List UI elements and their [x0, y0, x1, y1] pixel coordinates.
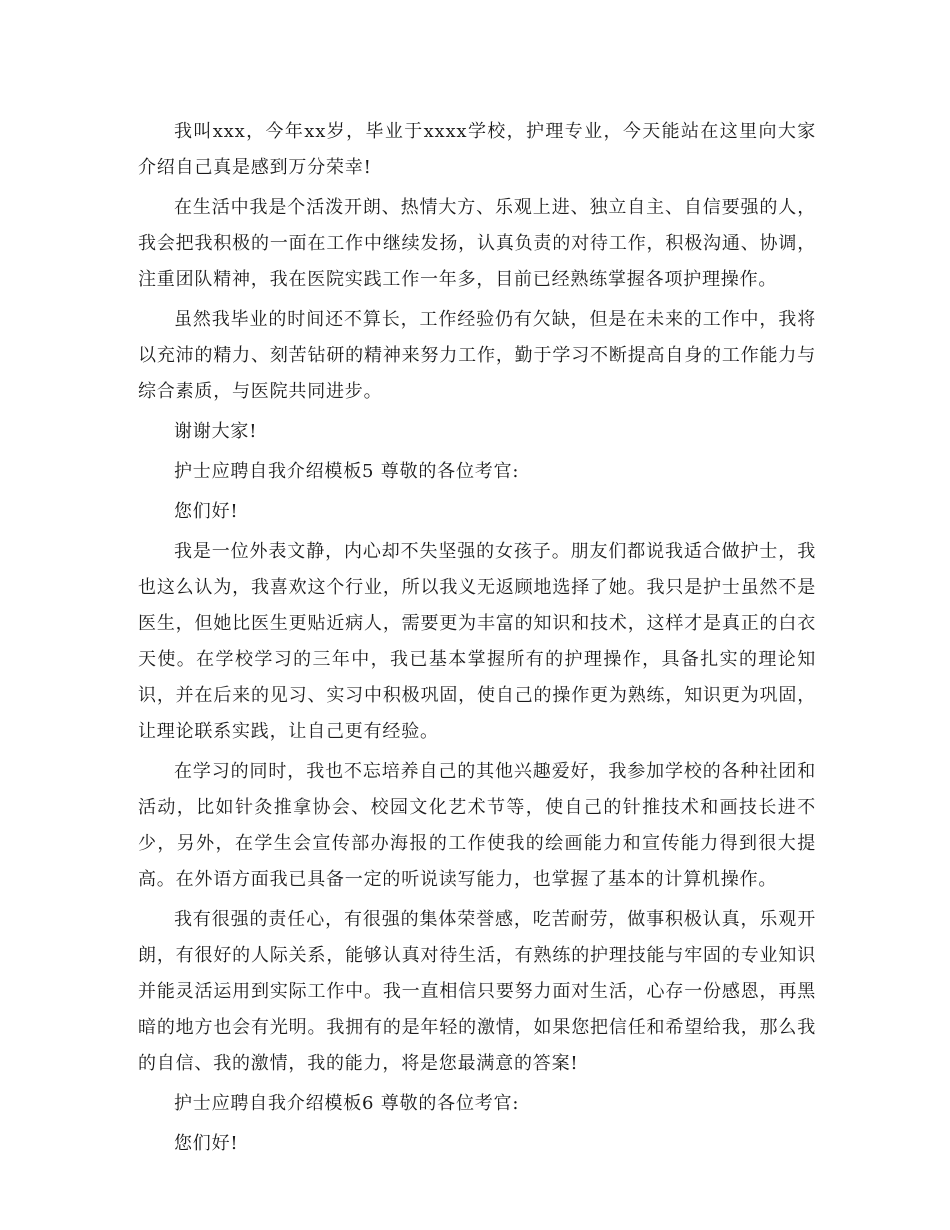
heading-template-5: 护士应聘自我介绍模板5 尊敬的各位考官:: [174, 461, 520, 482]
paragraph-intro: 我叫xxx，今年xx岁，毕业于xxxx学校，护理专业，今天能站在这里向大家介绍自己真是感到万分荣幸!: [138, 121, 816, 178]
document-body: [138, 114, 816, 1162]
paragraph-thanks: 谢谢大家!: [174, 421, 258, 442]
paragraph-greeting-5: 您们好!: [174, 501, 239, 522]
paragraph-future: 虽然我毕业的时间还不算长，工作经验仍有欠缺，但是在未来的工作中，我将以充沛的精力、刻苦钻研的精神来努力工作，勤于学习不断提高自身的工作能力与综合素质，与医院共同进步。: [138, 309, 816, 402]
paragraph-responsibility: 我有很强的责任心，有很强的集体荣誉感，吃苦耐劳，做事积极认真，乐观开朗，有很好的人际关系，能够认真对待生活，有熟练的护理技能与牢固的专业知识并能灵活运用到实际工作中。我一直相信只要努力面对生活，心存一份感恩，再黑暗的地方也会有光明。我拥有的是年轻的激情，如果您把信任和希望给我，那么我的自信、我的激情，我的能力，将是您最满意的答案!: [138, 909, 816, 1074]
paragraph-greeting-6: 您们好!: [174, 1133, 239, 1154]
paragraph-personality: 在生活中我是个活泼开朗、热情大方、乐观上进、独立自主、自信要强的人，我会把我积极的一面在工作中继续发扬，认真负责的对待工作，积极沟通、协调，注重团队精神，我在医院实践工作一年多，目前已经熟练掌握各项护理操作。: [138, 197, 816, 290]
heading-template-6: 护士应聘自我介绍模板6 尊敬的各位考官:: [174, 1093, 520, 1114]
paragraph-about-me: 我是一位外表文静，内心却不失坚强的女孩子。朋友们都说我适合做护士，我也这么认为，我喜欢这个行业，所以我义无返顾地选择了她。我只是护士虽然不是医生，但她比医生更贴近病人，需要更为丰富的知识和技术，这样才是真正的白衣天使。在学校学习的三年中，我已基本掌握所有的护理操作，具备扎实的理论知识，并在后来的见习、实习中积极巩固，使自己的操作更为熟练，知识更为巩固，让理论联系实践，让自己更有经验。: [138, 541, 816, 742]
paragraph-hobbies: 在学习的同时，我也不忘培养自己的其他兴趣爱好，我参加学校的各种社团和活动，比如针灸推拿协会、校园文化艺术节等，使自己的针推技术和画技长进不少，另外，在学生会宣传部办海报的工作使我的绘画能力和宣传能力得到很大提高。在外语方面我已具备一定的听说读写能力，也掌握了基本的计算机操作。: [138, 761, 816, 890]
